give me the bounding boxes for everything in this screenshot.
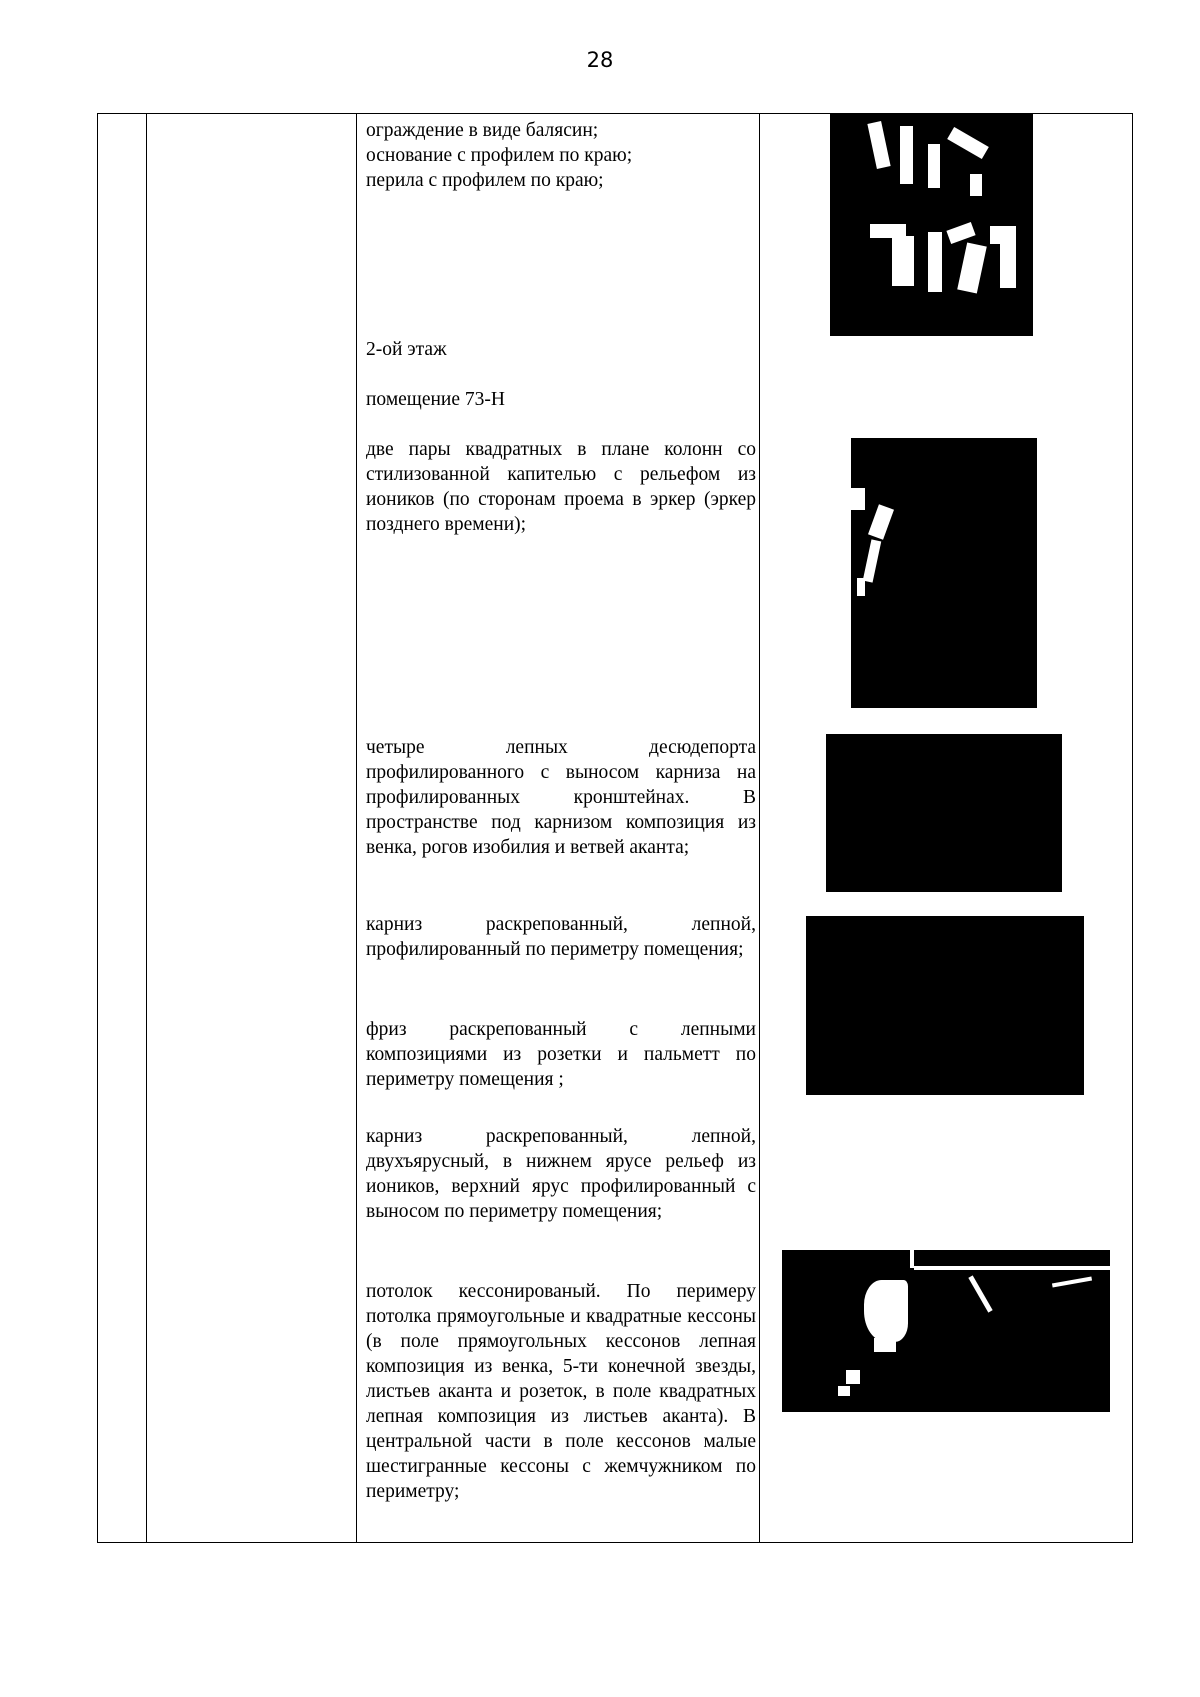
cornice-photo (806, 916, 1084, 1095)
ceiling-photo (782, 1250, 1110, 1412)
columns-photo (851, 438, 1037, 708)
balusters-photo (830, 114, 1033, 336)
entry-columns: две пары квадратных в плане колонн со стилизованной капителью с рельефом из иоников (по сторонам проема в эркер (эркер позднего времени); (366, 439, 756, 535)
entry-overdoors: четыре лепных десюдепорта профилированного с выносом карниза на профилированных кронштейнах. В пространстве под карнизом композиция из венка, рогов изобилия и ветвей аканта; (366, 737, 756, 858)
entry-cornice-2: карниз раскрепованный, лепной, двухъярусный, в нижнем ярусе рельеф из иоников, верхний ярус профилированный с выносом по периметру помещения; (366, 1126, 756, 1222)
description-column (366, 114, 756, 1542)
entry-cornice-1: карниз раскрепованный, лепной, профилированный по периметру помещения; (366, 914, 756, 960)
page-number: 28 (586, 48, 614, 72)
entry-ceiling: потолок кессонированый. По перимеру потолка прямоугольные и квадратные кессоны (в поле прямоугольных кессонов лепная композиция из венка, 5-ти конечной звезды, листьев аканта и розеток, в поле квадратных лепная композиция из листьев аканта). В центральной части в поле кессонов малые шестигранные кессоны с жемчужником по периметру; (366, 1281, 756, 1502)
entry-room: помещение 73-Н (366, 389, 505, 410)
overdoor-photo (826, 734, 1062, 892)
entry-balustrade: ограждение в виде балясин; основание с профилем по краю; перила с профилем по краю; (366, 120, 633, 191)
entry-floor: 2-ой этаж (366, 339, 447, 360)
column-divider (146, 114, 147, 1542)
column-divider (356, 114, 357, 1542)
entry-frieze: фриз раскрепованный с лепными композициями из розетки и пальметт по периметру помещения ; (366, 1019, 756, 1090)
column-divider (759, 114, 760, 1542)
